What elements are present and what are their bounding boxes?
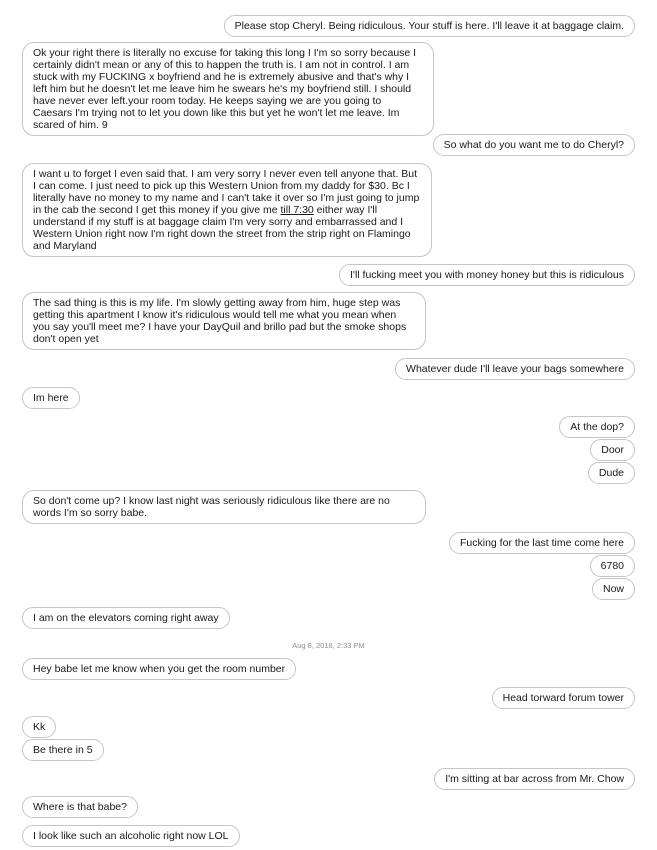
message-bubble-outgoing[interactable]: Dude (588, 462, 635, 484)
message-bubble-outgoing[interactable]: Head torward forum tower (492, 687, 635, 709)
message-bubble-outgoing[interactable]: I'll fucking meet you with money honey but this is ridiculous (339, 264, 635, 286)
message-bubble-outgoing[interactable]: Fucking for the last time come here (449, 532, 635, 554)
message-bubble-incoming[interactable]: Kk (22, 716, 56, 738)
message-bubble-outgoing[interactable]: Whatever dude I'll leave your bags somewhere (395, 358, 635, 380)
message-bubble-incoming[interactable]: I look like such an alcoholic right now LOL (22, 825, 240, 847)
message-bubble-incoming[interactable]: Where is that babe? (22, 796, 138, 818)
message-bubble-incoming[interactable]: I am on the elevators coming right away (22, 607, 230, 629)
time-link[interactable]: till 7:30 (280, 204, 314, 216)
message-bubble-outgoing[interactable]: 6780 (590, 555, 635, 577)
message-bubble-incoming[interactable]: So don't come up? I know last night was seriously ridiculous like there are no words I'm so sorry babe. (22, 490, 426, 524)
message-bubble-outgoing[interactable]: I'm sitting at bar across from Mr. Chow (434, 768, 635, 790)
timestamp: Aug 8, 2018, 2:33 PM (292, 641, 365, 650)
message-bubble-incoming[interactable]: Hey babe let me know when you get the room number (22, 658, 296, 680)
message-bubble-incoming[interactable]: Im here (22, 387, 80, 409)
message-bubble-incoming[interactable]: Be there in 5 (22, 739, 104, 761)
message-bubble-incoming[interactable]: The sad thing is this is my life. I'm slowly getting away from him, huge step was getting this apartment I know it's ridiculous would tell me what you mean when you say you'll meet me? I have your DayQuil and brillo pad but the smoke shops don't open yet (22, 292, 426, 350)
message-bubble-outgoing[interactable]: Please stop Cheryl. Being ridiculous. Your stuff is here. I'll leave it at baggage claim. (224, 15, 635, 37)
message-text: I want u to forget I even said that. I am very sorry I never even tell anyone that. But I can come. I just need to pick up this Western Union from my daddy for $30. Bc I literally have no money to my name and I can't take it over so I'm just going to jump in the cab the second I get this money if you give me (33, 168, 420, 216)
message-bubble-outgoing[interactable]: Now (592, 578, 635, 600)
message-bubble-outgoing[interactable]: So what do you want me to do Cheryl? (433, 134, 635, 156)
message-bubble-outgoing[interactable]: At the dop? (559, 416, 635, 438)
message-text: either way I'll understand if my stuff is at baggage claim I'm very sorry and embarrassed and I Western Union right now I'm right down the street from the strip right on Flamingo and Maryland (33, 204, 411, 252)
message-bubble-incoming[interactable]: Ok your right there is literally no excuse for taking this long I I'm so sorry because I certainly didn't mean or any of this to happen the truth is. I am not in control. I am stuck with my FUCKING x boyfriend and he is extremely abusive and that's why I left him but he doesn't let me leave him he swears he's my boyfriend still. I should have never ever left.your room today. He keeps saying we are you going to Caesars I'm trying not to let you down like this but yet he won't let me leave. Im scared of him. 9 (22, 42, 434, 136)
message-bubble-outgoing[interactable]: Door (590, 439, 635, 461)
message-bubble-incoming[interactable] (22, 163, 432, 257)
